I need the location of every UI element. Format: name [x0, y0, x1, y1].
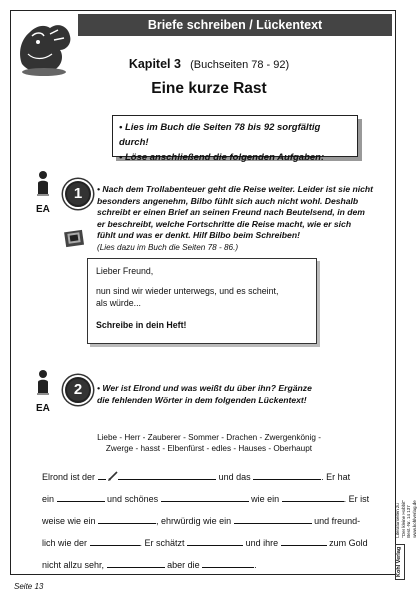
- cloze-blank[interactable]: [253, 470, 321, 480]
- cloze-row: [42, 558, 362, 570]
- task1-line: fühlt und was er denkt. Hilf Bilbo beim Schreiben!: [97, 230, 300, 240]
- chapter-label: Kapitel 3: [128, 57, 181, 71]
- sidebar-line: www.kohlverlag.de: [411, 500, 417, 538]
- task1-number: 1: [65, 181, 91, 207]
- page-number: Seite 13: [14, 582, 44, 591]
- cloze-text: . Er ist: [343, 494, 370, 504]
- task1-line: er beschreibt, welche Fortschritte die Reise macht, wie er sich: [97, 218, 352, 229]
- task1-line: • Nach dem Trollabenteuer geht die Reise weiter. Leider ist sie nicht: [97, 184, 374, 194]
- cloze-text: wie ein: [251, 494, 280, 504]
- cloze-blank[interactable]: [98, 470, 106, 480]
- cloze-text: aber die: [167, 560, 200, 570]
- cloze-text: . Er hat: [321, 472, 351, 482]
- pencil-icon: [108, 471, 118, 481]
- instruction-box: [112, 115, 358, 163]
- header-title: Briefe schreiben / Lückentext: [78, 14, 392, 36]
- cloze-blank[interactable]: [234, 514, 312, 524]
- letter-box: [87, 258, 323, 350]
- cloze-blank[interactable]: [187, 536, 243, 546]
- cloze-blank[interactable]: [57, 492, 105, 502]
- instruction-line: • Lies im Buch die Seiten 78 bis 92 sorgfältig durch!: [119, 122, 321, 148]
- cloze-text: und ihre: [245, 538, 279, 548]
- chapter-pages: (Buchseiten 78 - 92): [190, 59, 290, 71]
- task2-line: die fehlenden Wörter in dem folgenden Lückentext!: [97, 394, 307, 405]
- letter-line: als würde...: [96, 298, 141, 308]
- cloze-text: und schönes: [107, 494, 159, 504]
- task2-number: 2: [65, 377, 91, 403]
- task1-text: [97, 184, 392, 253]
- task1-line: schreibt er einen Brief an seinen Freund nach Beutelsend, in dem: [97, 207, 365, 217]
- cloze-text: Elrond ist der: [42, 472, 96, 482]
- page-title: Eine kurze Rast: [151, 80, 267, 97]
- cloze-row: [42, 492, 370, 504]
- letter-line: nun sind wir wieder unterwegs, und es scheint,: [96, 286, 279, 296]
- cloze-blank[interactable]: [282, 492, 344, 502]
- word-bank-line: Liebe - Herr - Zauberer - Sommer - Drachen - Zwergenkönig -: [97, 433, 321, 442]
- cloze-row: [42, 514, 362, 526]
- cloze-blank[interactable]: [90, 536, 140, 546]
- task1-ref: (Lies dazu im Buch die Seiten 78 - 86.): [97, 242, 239, 252]
- cloze-blank[interactable]: [107, 558, 165, 568]
- sidebar-line: Literaturseiten zu: [395, 503, 400, 538]
- task1-ea-label: EA: [36, 204, 50, 215]
- task1-line: besonders angenehm, Bilbo fühlt sich auch nicht wohl. Deshalb: [97, 195, 359, 206]
- publisher-sidebar: [395, 410, 417, 580]
- cloze-text: lich wie der: [42, 538, 88, 548]
- letter-prompt: Schreibe in dein Heft!: [96, 320, 187, 330]
- cloze-blank[interactable]: [281, 536, 327, 546]
- cloze-blank[interactable]: [161, 492, 249, 502]
- chapter-line: [0, 57, 418, 71]
- task2-line: • Wer ist Elrond und was weißt du über ihn? Ergänze: [97, 383, 312, 393]
- cloze-text: zum Gold: [329, 538, 368, 548]
- cloze-blank[interactable]: [202, 558, 254, 568]
- cloze-text: und freund-: [314, 516, 361, 526]
- letter-greeting: Lieber Freund,: [96, 266, 154, 276]
- person-icon: [36, 369, 50, 395]
- letter-paper: [87, 258, 317, 344]
- cloze-text: , ehrwürdig wie ein: [156, 516, 232, 526]
- publisher-logo: Kohl Verlag: [395, 544, 405, 580]
- cloze-blank[interactable]: [118, 470, 216, 480]
- instruction-line: • Löse anschließend die folgenden Aufgaben:: [119, 152, 325, 163]
- word-bank-line: Zwerge - hasst - Elbenfürst - edles - Hauses - Oberhaupt: [105, 444, 313, 453]
- cloze-text: ein: [42, 494, 55, 504]
- word-bank: [0, 432, 418, 454]
- cloze-blank[interactable]: [98, 514, 156, 524]
- task2-text: [97, 383, 392, 406]
- cloze-text: . Er schätzt: [139, 538, 185, 548]
- cloze-text: und das: [218, 472, 251, 482]
- cloze-row: [42, 536, 368, 548]
- cloze-text: weise wie ein: [42, 516, 96, 526]
- task2-ea-label: EA: [36, 403, 50, 414]
- sidebar-line: "Der kleine Hobbit": [400, 500, 406, 538]
- cloze-row: [42, 470, 362, 482]
- person-icon: [36, 170, 50, 196]
- book-icon: [64, 227, 86, 249]
- cloze-text: nicht allzu sehr,: [42, 560, 105, 570]
- sidebar-line: Best.-Nr. 14 137: [406, 505, 411, 538]
- cloze-text: .: [254, 560, 257, 570]
